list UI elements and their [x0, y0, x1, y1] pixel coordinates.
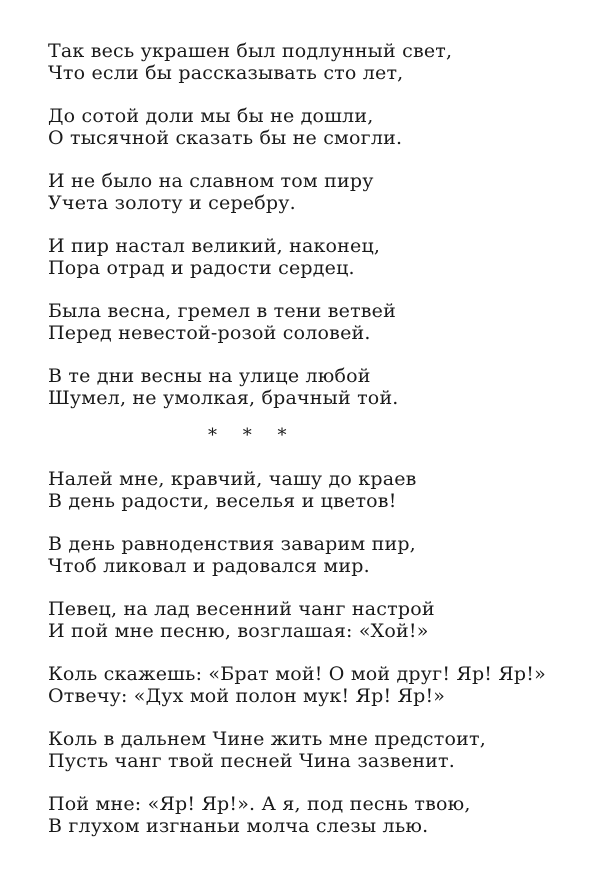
- poem-line: Пусть чанг твой песней Чина зазвенит.: [48, 750, 455, 772]
- stanza: [48, 365, 568, 409]
- poem-line: Налей мне, кравчий, чашу до краев: [48, 468, 417, 490]
- poem-line: В день радости, веселья и цветов!: [48, 490, 397, 512]
- poem-line: Пой мне: «Яр! Яр!». А я, под песнь твою,: [48, 793, 471, 815]
- stanza: [48, 468, 568, 512]
- poem-part-1: [48, 40, 568, 409]
- poem-line: Певец, на лад весенний чанг настрой: [48, 598, 435, 620]
- poem-line: Чтоб ликовал и радовался мир.: [48, 555, 370, 577]
- poem-line: Была весна, гремел в тени ветвей: [48, 300, 396, 322]
- poem-part-2: [48, 468, 568, 837]
- section-divider: * * *: [208, 425, 297, 446]
- poem-line: Перед невестой-розой соловей.: [48, 322, 371, 344]
- stanza: [48, 663, 568, 707]
- stanza: [48, 235, 568, 279]
- poem-line: Шумел, не умолкая, брачный той.: [48, 387, 399, 409]
- poem-line: О тысячной сказать бы не смогли.: [48, 127, 403, 149]
- poem-line: И не было на славном том пиру: [48, 170, 374, 192]
- poem-line: И пой мне песню, возглашая: «Хой!»: [48, 620, 429, 642]
- stanza: [48, 793, 568, 837]
- poem-line: Что если бы рассказывать сто лет,: [48, 62, 404, 84]
- stanza: [48, 40, 568, 84]
- poem-line: В глухом изгнаньи молча слезы лью.: [48, 815, 429, 837]
- stanza: [48, 728, 568, 772]
- poem-line: В день равноденствия заварим пир,: [48, 533, 416, 555]
- stanza: [48, 170, 568, 214]
- poem-line: Коль в дальнем Чине жить мне предстоит,: [48, 728, 486, 750]
- poem-line: В те дни весны на улице любой: [48, 365, 371, 387]
- poem-line: Коль скажешь: «Брат мой! О мой друг! Яр! Яр!»: [48, 663, 546, 685]
- poem-line: Пора отрад и радости сердец.: [48, 257, 355, 279]
- stanza: [48, 598, 568, 642]
- stanza: [48, 300, 568, 344]
- poem-line: До сотой доли мы бы не дошли,: [48, 105, 374, 127]
- poem-line: И пир настал великий, наконец,: [48, 235, 381, 257]
- stanza: [48, 533, 568, 577]
- poem-page: [48, 40, 568, 858]
- poem-line: Так весь украшен был подлунный свет,: [48, 40, 453, 62]
- stanza: [48, 105, 568, 149]
- poem-line: Отвечу: «Дух мой полон мук! Яр! Яр!»: [48, 685, 446, 707]
- poem-line: Учета золоту и серебру.: [48, 192, 296, 214]
